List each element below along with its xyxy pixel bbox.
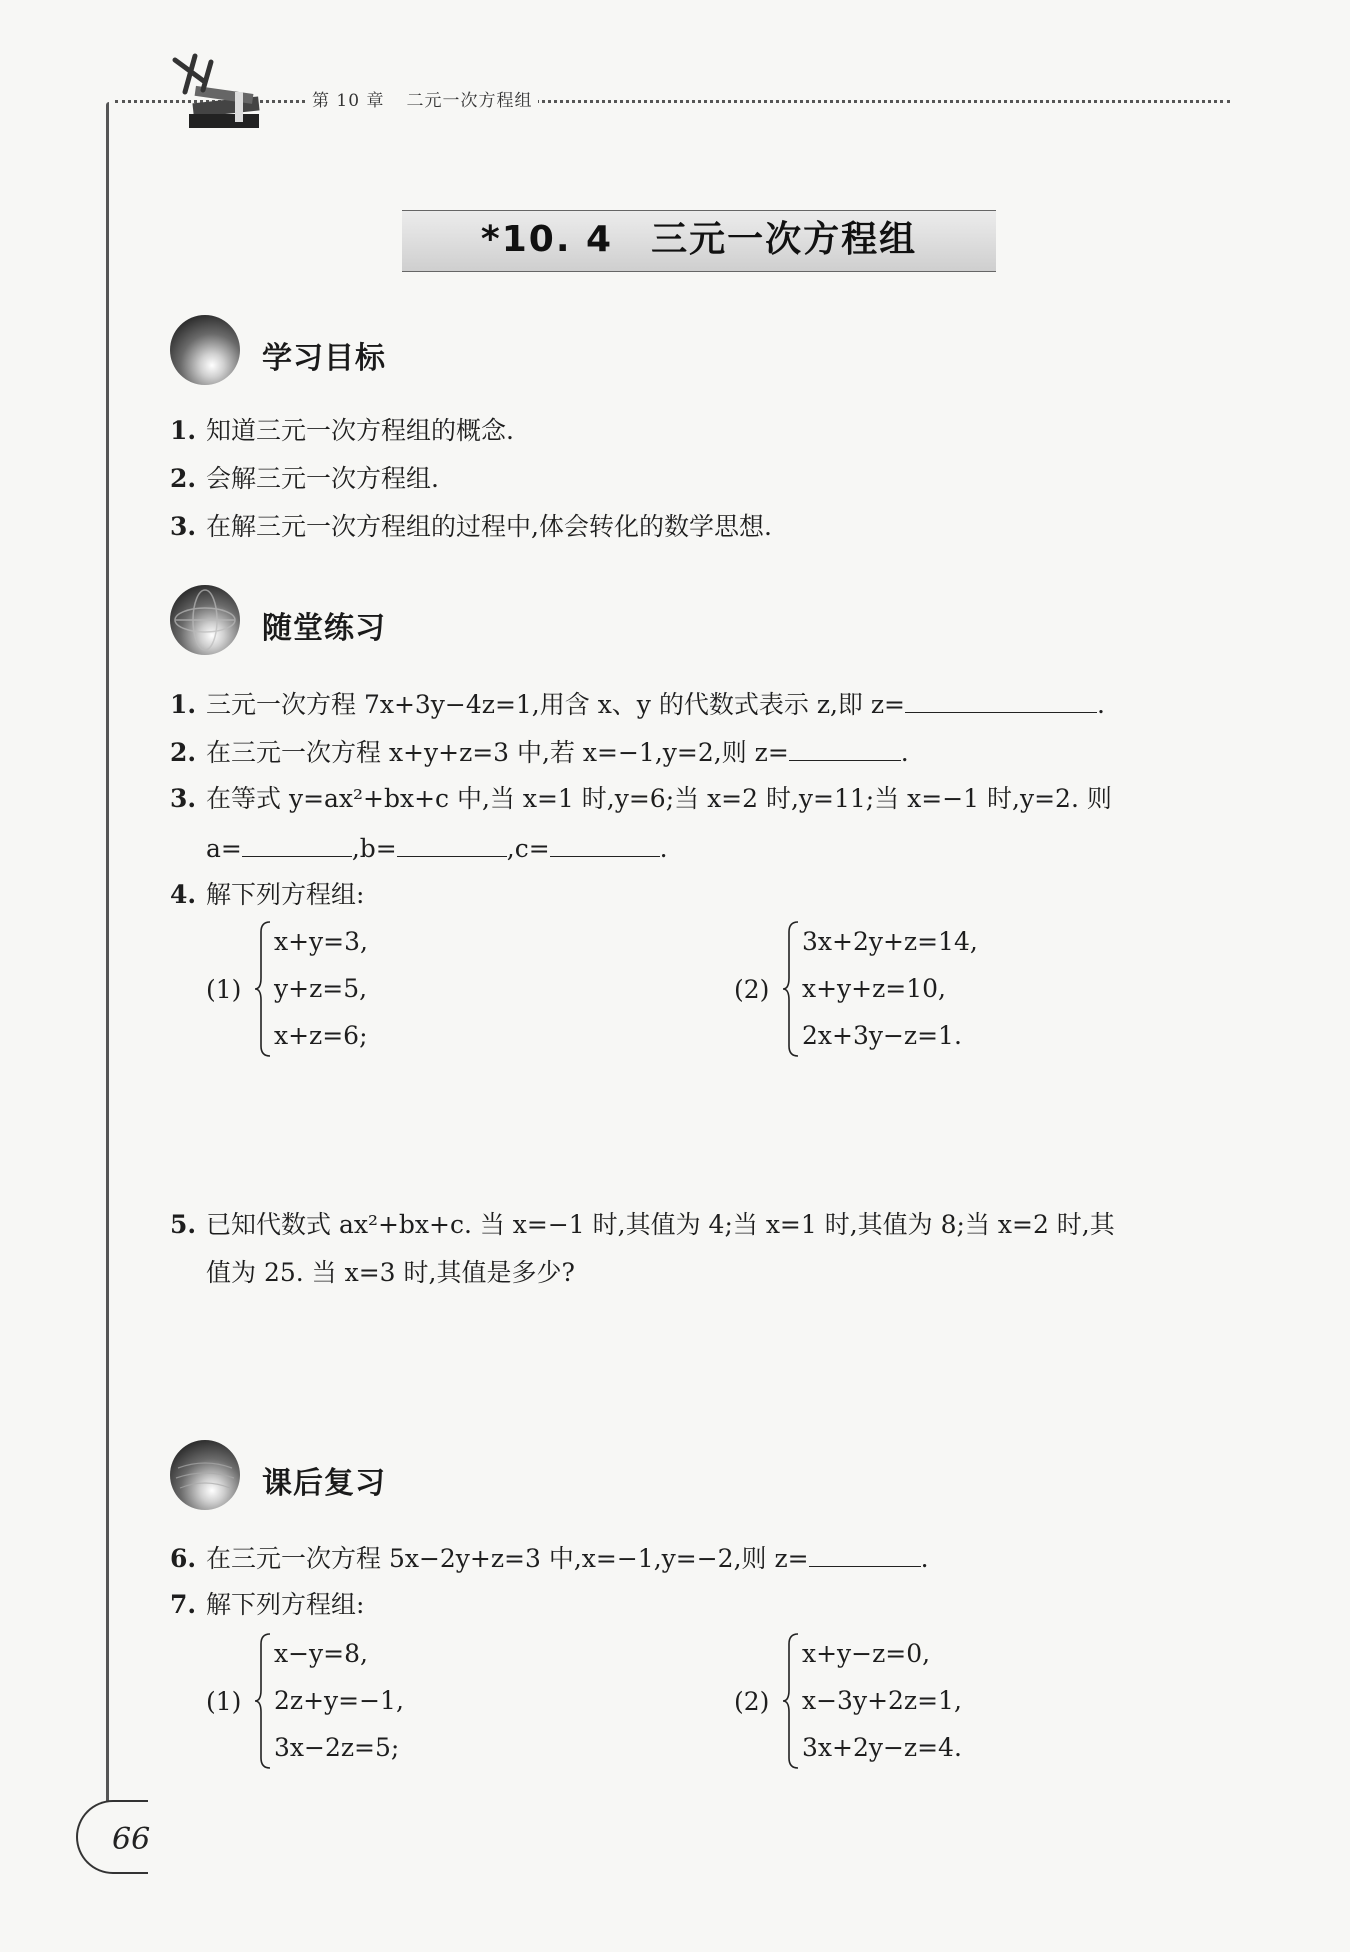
equation: 3x−2z=5; xyxy=(274,1733,400,1762)
brace-icon xyxy=(254,920,272,1058)
question-5: 5. 已知代数式 ax²+bx+c. 当 x=−1 时,其值为 4;当 x=1 时,其值为 8;当 x=2 时,其 xyxy=(170,1210,1115,1239)
equation: x+y−z=0, xyxy=(802,1639,931,1668)
question-1: 1. 三元一次方程 7x+3y−4z=1,用含 x、y 的代数式表示 z,即 z= . xyxy=(170,686,1105,722)
goal-item: 2. 会解三元一次方程组. xyxy=(170,464,439,493)
equation: 3x+2y−z=4. xyxy=(802,1733,962,1762)
goal-item: 1. 知道三元一次方程组的概念. xyxy=(170,416,514,445)
question-2: 2. 在三元一次方程 x+y+z=3 中,若 x=−1,y=2,则 z= . xyxy=(170,734,909,770)
chapter-header xyxy=(306,86,538,111)
system-index: (1) xyxy=(206,975,242,1004)
page-border-dots xyxy=(106,102,109,1802)
page-number: 66 xyxy=(112,1822,151,1857)
question-3-blanks: a= ,b= ,c= . xyxy=(206,830,668,866)
globe-lines-icon xyxy=(170,1440,240,1510)
answer-blank[interactable] xyxy=(905,686,1097,713)
system-index: (2) xyxy=(734,1687,770,1716)
chapter-title: 二元一次方程组 xyxy=(406,91,533,111)
question-5-cont: 值为 25. 当 x=3 时,其值是多少? xyxy=(206,1258,575,1287)
brace-icon xyxy=(254,1632,272,1770)
equation: x−y=8, xyxy=(274,1639,368,1668)
equation: 2z+y=−1, xyxy=(274,1686,404,1715)
equation: x+y=3, xyxy=(274,927,368,956)
question-7: 7. 解下列方程组: xyxy=(170,1590,365,1619)
equation: x−3y+2z=1, xyxy=(802,1686,962,1715)
header-rule xyxy=(115,100,1230,103)
section-heading-review: 课后复习 xyxy=(262,1466,386,1501)
section-heading-goals: 学习目标 xyxy=(262,341,386,376)
system-index: (1) xyxy=(206,1687,242,1716)
section-heading-practice: 随堂练习 xyxy=(262,611,386,646)
answer-blank-b[interactable] xyxy=(397,830,507,857)
brace-icon xyxy=(782,1632,800,1770)
chapter-number: 第 10 章 xyxy=(312,91,385,111)
equation: 3x+2y+z=14, xyxy=(802,927,978,956)
question-6: 6. 在三元一次方程 5x−2y+z=3 中,x=−1,y=−2,则 z= . xyxy=(170,1540,929,1576)
answer-blank-c[interactable] xyxy=(550,830,660,857)
system-index: (2) xyxy=(734,975,770,1004)
question-4: 4. 解下列方程组: xyxy=(170,880,365,909)
answer-blank[interactable] xyxy=(809,1540,921,1567)
globe-icon xyxy=(170,315,240,385)
goal-item: 3. 在解三元一次方程组的过程中,体会转化的数学思想. xyxy=(170,512,772,541)
equation: y+z=5, xyxy=(274,974,368,1003)
question-3: 3. 在等式 y=ax²+bx+c 中,当 x=1 时,y=6;当 x=2 时,y=11;当 x=−1 时,y=2. 则 xyxy=(170,784,1112,813)
section-title: *10. 4 三元一次方程组 xyxy=(480,219,918,260)
equation: x+y+z=10, xyxy=(802,974,946,1003)
answer-blank-a[interactable] xyxy=(242,830,352,857)
equation: 2x+3y−z=1. xyxy=(802,1021,962,1050)
brace-icon xyxy=(782,920,800,1058)
answer-blank[interactable] xyxy=(789,734,901,761)
globe-grid-icon xyxy=(170,585,240,655)
books-logo-icon xyxy=(165,52,275,142)
equation: x+z=6; xyxy=(274,1021,368,1050)
